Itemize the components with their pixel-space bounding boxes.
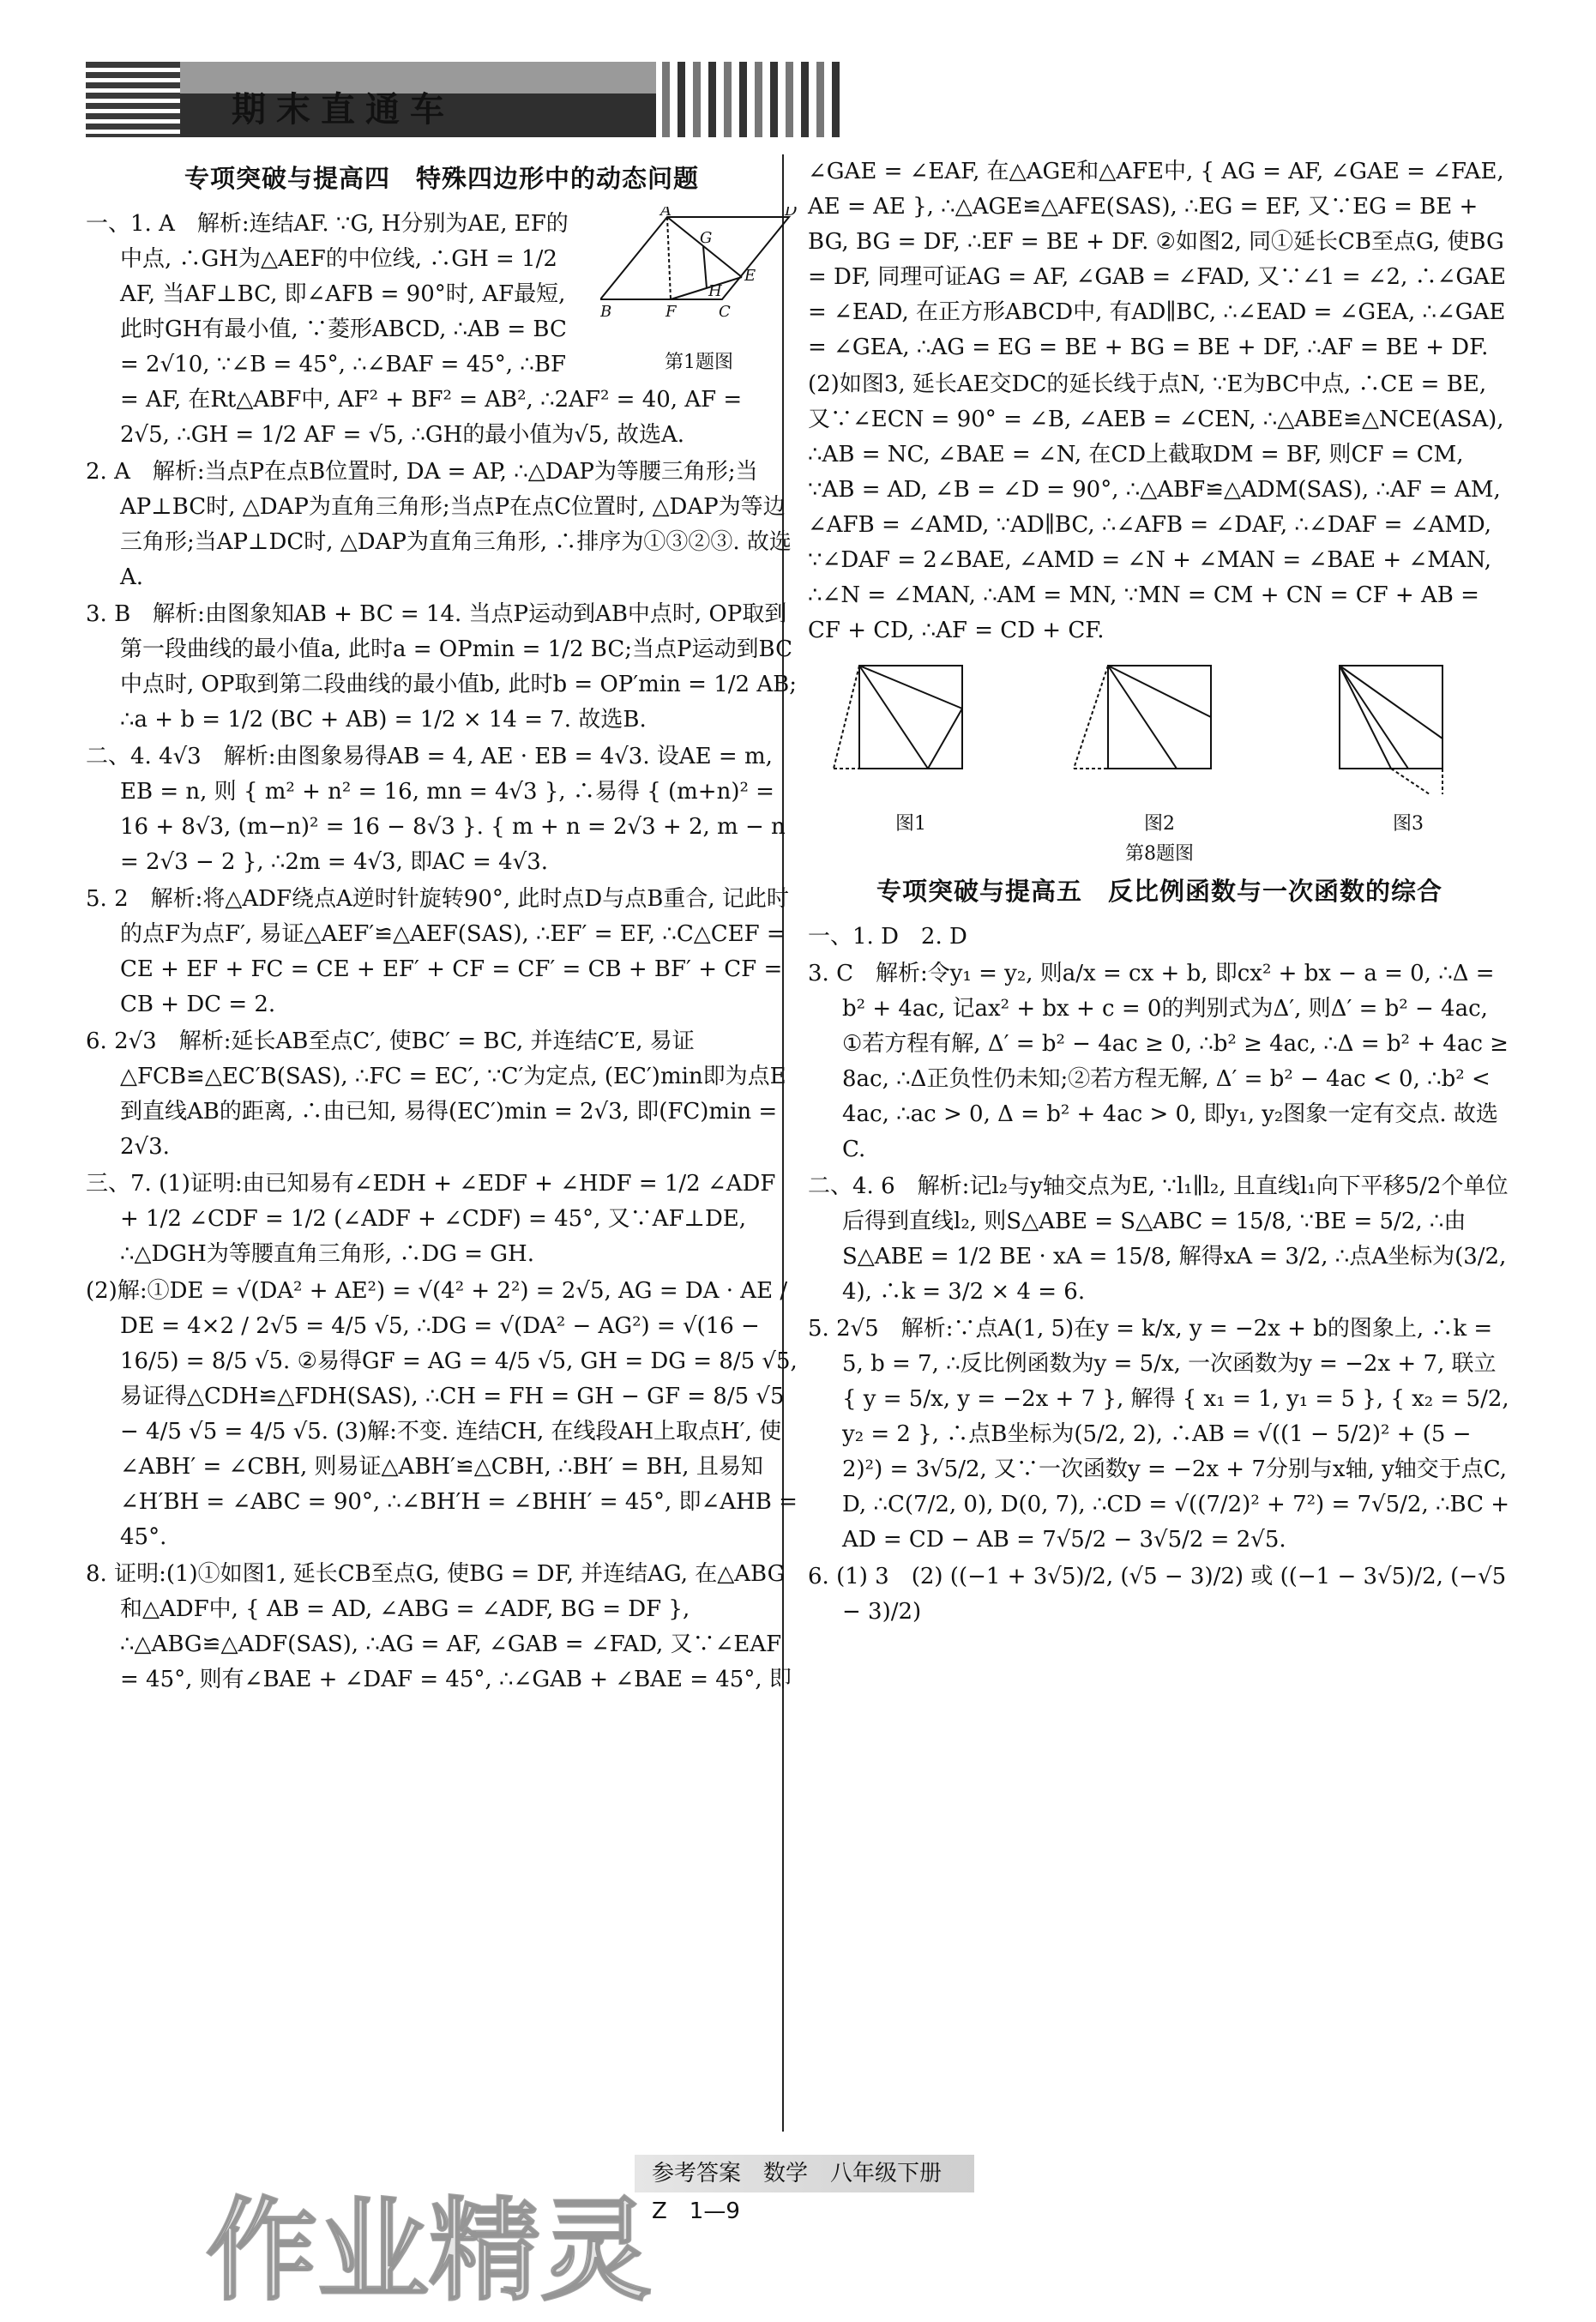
fig1-label-f: F [666,303,677,321]
answer-8-part3: (2)如图3, 延长AE交DC的延长线于点N, ∵E为BC中点, ∴CE = BE, 又∵∠ECN = 90° = ∠B, ∠AEB = ∠CEN, ∴△ABE≌△NCE(ASA), ∴AB = NC, ∠BAE = ∠N, 在CD上截取DM = BF, 则CF = CM, ∵AB = AD, ∠B = ∠D = 90°, ∴△ABF≌△ADM(SAS), ∴AF = AM, ∠AFB = ∠AMD, ∵AD∥BC, ∴∠AFB = ∠DAF, ∴∠DAF = ∠AMD, ∵∠DAF = 2∠BAE, ∠AMD = ∠N + ∠MAN = ∠BAE + ∠MAN, ∴∠N = ∠MAN, ∴AM = MN, ∵MN = CM + CN = CF + AB = CF + CD, ∴AF = CD + CF. [808,371,1504,643]
answer-8-part2: ∠GAE = ∠EAF, 在△AGE和△AFE中, { AG = AF, ∠GAE = ∠FAE, AE = AE }, ∴△AGE≌△AFE(SAS), ∴EG = EF, 又∵EG = BE + BG, BG = DF, ∴EF = BE + DF. ②如图2, 同①延长CB至点G, 使BG = DF, 同理可证AG = AF, ∠GAB = ∠FAD, 又∵∠1 = ∠2, ∴∠GAE = ∠EAD, 在正方形ABCD中, 有AD∥BC, ∴∠EAD = ∠GEA, ∴∠GAE = ∠GEA, ∴AG = EG = BE + BG = BE + DF, ∴AF = BE + DF. [808,159,1506,360]
figure-q8-2 [1057,657,1262,841]
answer-8-part1: 8. 证明:(1)①如图1, 延长CB至点G, 使BG = DF, 并连结AG, 在△ABG和△ADF中, { AB = AD, ∠ABG = ∠ADF, BG = DF }, ∴△ABG≌△ADF(SAS), ∴AG = AF, ∠GAB = ∠FAD, 又∵∠EAF = 45°, 则有∠BAE + ∠DAF = 45°, ∴∠GAB + ∠BAE = 45°, 即 [86,1561,792,1692]
header-bars [662,62,840,137]
figure-q8-1-label: 图1 [895,813,926,835]
watermark: 作业精灵 [206,2186,653,2316]
page-footer: 参考答案 数学 八年级下册 Z 1—9 [635,2155,974,2192]
figure-q8-caption: 第8题图 [1125,843,1194,865]
answer-2: 2. A 解析:当点P在点B位置时, DA = AP, ∴△DAP为等腰三角形;当AP⊥BC时, △DAP为直角三角形;当点P在点C位置时, △DAP为等边三角形;当AP⊥DC时, △DAP为直角三角形, ∴排序为①③②③. 故选A. [86,459,792,590]
right-column [808,154,1511,1631]
answer-6: 6. 2√3 解析:延长AB至点C′, 使BC′ = BC, 并连结C′E, 易证△FCB≌△EC′B(SAS), ∴FC = EC′, ∵C′为定点, (EC′)min即为点E到直线AB的距离, ∴由已知, 易得(EC′)min = 2√3, 即(FC)min = 2√3. [86,1028,786,1160]
figure-q1 [600,207,798,375]
header-title: 期末直通车 [232,90,455,130]
answer-4: 二、4. 4√3 解析:由图象易得AB = 4, AE · EB = 4√3. 设AE = m, EB = n, 则 { m² + n² = 16, mn = 4√3 }, ∴易得 { (m+n)² = 16 + 8√3, (m−n)² = 16 − 8√3 }. { m + n = 2√3 + 2, m − n = 2√3 − 2 }, ∴2m = 4√3, 即AC = 4√3. [86,744,786,875]
fig1-label-c: C [719,303,731,321]
figure-q8 [808,657,1511,841]
section5-title: 专项突破与提高五 反比例函数与一次函数的综合 [876,877,1442,906]
answer-s5-5: 5. 2√5 解析:∵点A(1, 5)在y = k/x, y = −2x + b的图象上, ∴k = 5, b = 7, ∴反比例函数为y = 5/x, 一次函数为y = −2x + 7, 联立 { y = 5/x, y = −2x + 7 }, 解得 { x₁ = 1, y₁ = 5 }, { x₂ = 5/2, y₂ = 2 }, ∴点B坐标为(5/2, 2), ∴AB = √((1 − 5/2)² + (5 − 2)²) = 3√5/2, 又∵一次函数y = −2x + 7分别与x轴, y轴交于点C, D, ∴C(7/2, 0), D(0, 7), ∴CD = √((7/2)² + 7²) = 7√5/2, ∴BC + AD = CD − AB = 7√5/2 − 3√5/2 = 2√5. [808,1316,1510,1553]
figure-q1-caption: 第1题图 [665,352,733,373]
figure-q8-2-label: 图2 [1144,813,1175,835]
fig1-label-d: D [785,207,798,220]
header-stripes [86,62,180,137]
fig1-label-b: B [600,303,612,321]
answer-1: 一、1. A 解析:连结AF. ∵G, H分别为AE, EF的中点, ∴GH为△AEF的中位线, ∴GH = 1/2 AF, 当AF⊥BC, 即∠AFB = 90°时, AF最短, 此时GH有最小值, ∵菱形ABCD, ∴AB = BC = 2√10, ∵∠B = 45°, ∴∠BAF = 45°, ∴BF = AF, 在Rt△ABF中, AF² + BF² = AB², ∴2AF² = 40, AF = 2√5, ∴GH = 1/2 AF = √5, ∴GH的最小值为√5, 故选A. [86,211,743,448]
section4-title: 专项突破与提高四 特殊四边形中的动态问题 [184,164,699,193]
answer-3: 3. B 解析:由图象知AB + BC = 14. 当点P运动到AB中点时, OP取到第一段曲线的最小值a, 此时a = OPmin = 1/2 BC;当点P运动到BC中点时, OP取到第二段曲线的最小值b, 此时b = OP′min = 1/2 AB; ∴a + b = 1/2 (BC + AB) = 1/2 × 14 = 7. 故选B. [86,601,797,733]
figure-q8-3-label: 图3 [1393,813,1424,835]
rhombus-diagram [600,207,798,344]
answer-s5-3: 3. C 解析:令y₁ = y₂, 则a/x = cx + b, 即cx² + bx − a = 0, ∴Δ = b² + 4ac, 记ax² + bx + c = 0的判别式为Δ′, 则Δ′ = b² − 4ac, ①若方程有解, Δ′ = b² − 4ac ≥ 0, ∴b² ≥ 4ac, ∴Δ = b² + 4ac ≥ 8ac, ∴Δ正负性仍未知;②若方程无解, Δ′ = b² − 4ac < 0, ∴b² < 4ac, ∴ac > 0, Δ = b² + 4ac > 0, 即y₁, y₂图象一定有交点. 故选C. [808,961,1509,1162]
answer-s5-1-2: 一、1. D 2. D [808,924,967,950]
fig1-label-a: A [660,207,672,220]
fig1-label-e: E [744,267,756,285]
answer-s5-6: 6. (1) 3 (2) ((−1 + 3√5)/2, (√5 − 3)/2) 或 ((−1 − 3√5)/2, (−√5 − 3)/2) [808,1564,1507,1625]
figure-q8-1 [808,657,1014,841]
fig1-label-h: H [708,282,722,300]
answer-7-part1: 三、7. (1)证明:由已知易有∠EDH + ∠EDF + ∠HDF = 1/2 ∠ADF + 1/2 ∠CDF = 1/2 (∠ADF + ∠CDF) = 45°, 又∵AF⊥DE, ∴△DGH为等腰直角三角形, ∴DG = GH. [86,1171,776,1267]
fig1-label-g: G [700,229,713,247]
answer-s5-4: 二、4. 6 解析:记l₂与y轴交点为E, ∵l₁∥l₂, 且直线l₁向下平移5/2个单位后得到直线l₂, 则S△ABE = S△ABC = 15/8, ∵BE = 5/2, ∴由S△ABE = 1/2 BE · xA = 15/8, 解得xA = 3/2, ∴点A坐标为(3/2, 4), ∴k = 3/2 × 4 = 6. [808,1173,1509,1305]
answer-7-part2: (2)解:①DE = √(DA² + AE²) = √(4² + 2²) = 2√5, AG = DA · AE / DE = 4×2 / 2√5 = 4/5 √5, ∴DG = √(DA² − AG²) = √(16 − 16/5) = 8/5 √5. ②易得GF = AG = 4/5 √5, GH = DG = 8/5 √5, 易证得△CDH≌△FDH(SAS), ∴CH = FH = GH − GF = 8/5 √5 − 4/5 √5 = 4/5 √5. (3)解:不变. 连结CH, 在线段AH上取点H′, 使∠ABH′ = ∠CBH, 则易证△ABH′≌△CBH, ∴BH′ = BH, 且易知∠H′BH = ∠ABC = 90°, ∴∠BH′H = ∠BHH′ = 45°, 即∠AHB = 45°. [86,1278,798,1550]
page-header [86,62,806,137]
answer-5: 5. 2 解析:将△ADF绕点A逆时针旋转90°, 此时点D与点B重合, 记此时的点F为点F′, 易证△AEF′≌△AEF(SAS), ∴EF′ = EF, ∴C△CEF = CE + EF + FC = CE + EF′ + CF = CF′ = CB + BF′ + CF = CB + DC = 2. [86,886,789,1017]
figure-q8-3 [1305,657,1511,841]
left-column [86,154,798,1699]
